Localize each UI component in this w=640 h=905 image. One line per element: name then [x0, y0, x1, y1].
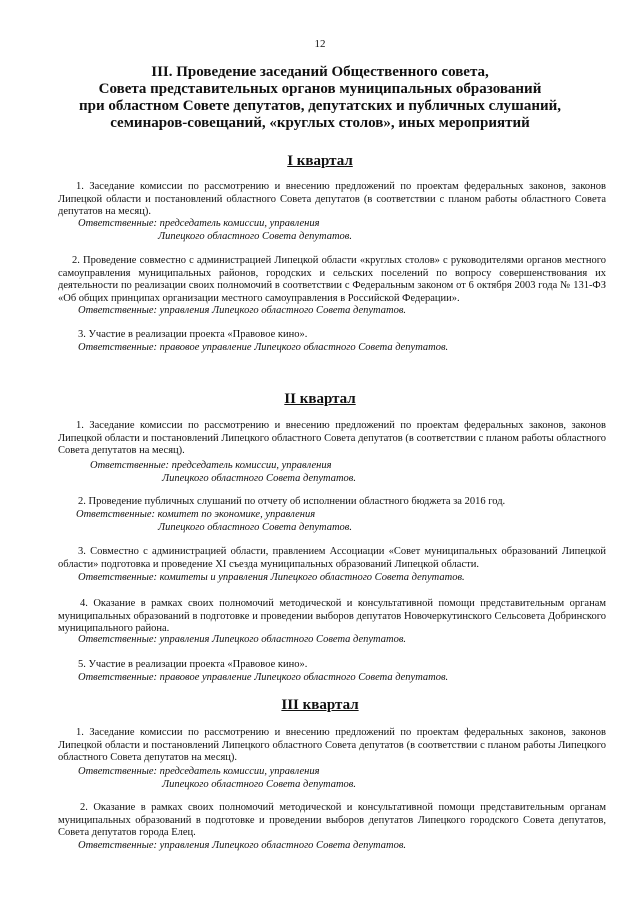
q1-item-1-text: 1. Заседание комиссии по рассмотрению и внесению предложений по проектам федеральных законов, законов Липецкой области и постановлений областного Совета депутатов (в соответствии с планом работы областного Совета депутатов на месяц).	[58, 181, 606, 218]
q2-item-4-text: 4. Оказание в рамках своих полномочий методической и консультативной помощи представительным органам муниципальных образований в подготовке и проведении выборов депутатов Новочеркутинского Сельсовета Добринского муниципального района.	[58, 598, 606, 635]
q1-item-2-text: 2. Проведение совместно с администрацией Липецкой области «круглых столов» с руководителями органов местного самоуправления муниципальных районов, городских и сельских поселений по вопросу совершенствования их деятельности по реализации своих полномочий в соответствии с Федеральным законом от 6 октября 2003 года № 131-ФЗ «Об общих принципах организации местного самоуправления в Российской Федерации».	[58, 255, 606, 304]
q2-item-2-responsible: Ответственные: комитет по экономике, управления	[76, 509, 316, 520]
quarter-3-heading: III квартал	[281, 697, 359, 713]
title-line-2: Совета представительных органов муниципальных образований	[98, 81, 542, 97]
quarter-2-heading: II квартал	[284, 391, 356, 407]
q2-item-2-text: 2. Проведение публичных слушаний по отчету об исполнении областного бюджета за 2016 год.	[78, 496, 506, 507]
q3-item-2-text: 2. Оказание в рамках своих полномочий методической и консультативной помощи представительным органам муниципальных образований в подготовке и проведении выборов депутатов Липецкого городского Совета депутатов, Совета депутатов города Елец.	[58, 802, 606, 839]
section-title	[60, 64, 580, 132]
q3-item-2-responsible: Ответственные: управления Липецкого областного Совета депутатов.	[78, 840, 407, 851]
q2-item-1-text: 1. Заседание комиссии по рассмотрению и внесению предложений по проектам федеральных законов, законов Липецкой области и постановлений Липецкого областного Совета депутатов (в соответствии с планом работы областного Совета депутатов на месяц).	[58, 420, 606, 457]
q1-item-1-responsible-cont: Липецкого областного Совета депутатов.	[158, 231, 352, 242]
q1-item-2-responsible: Ответственные: управления Липецкого областного Совета депутатов.	[78, 305, 407, 316]
q2-item-3-text: 3. Совместно с администрацией области, правлением Ассоциации «Совет муниципальных образований Липецкой области» подготовка и проведение XI съезда муниципальных образований Липецкой области.	[58, 546, 606, 570]
q1-item-3-text: 3. Участие в реализации проекта «Правовое кино».	[78, 329, 308, 340]
q2-item-5-responsible: Ответственные: правовое управление Липецкого областного Совета депутатов.	[78, 672, 449, 683]
q2-item-4-responsible: Ответственные: управления Липецкого областного Совета депутатов.	[78, 634, 407, 645]
q2-item-1-responsible-cont: Липецкого областного Совета депутатов.	[162, 473, 356, 484]
title-line-1: III. Проведение заседаний Общественного совета,	[151, 64, 489, 80]
title-line-4: семинаров-совещаний, «круглых столов», иных мероприятий	[110, 115, 530, 131]
q2-item-5-text: 5. Участие в реализации проекта «Правовое кино».	[78, 659, 308, 670]
q2-item-1-responsible: Ответственные: председатель комиссии, управления	[90, 460, 332, 471]
title-line-3: при областном Совете депутатов, депутатских и публичных слушаний,	[78, 98, 561, 114]
q2-item-2-responsible-cont: Липецкого областного Совета депутатов.	[158, 522, 352, 533]
q2-item-3-responsible: Ответственные: комитеты и управления Липецкого областного Совета депутатов.	[78, 572, 465, 583]
page-number: 12	[314, 38, 326, 50]
quarter-1-heading: I квартал	[287, 153, 353, 169]
q3-item-1-text: 1. Заседание комиссии по рассмотрению и внесению предложений по проектам федеральных законов, законов Липецкой области и постановлений Липецкого областного Совета депутатов (в соответствии с планом работы Липецкого областного Совета депутатов на месяц).	[58, 727, 606, 764]
q3-item-1-responsible-cont: Липецкого областного Совета депутатов.	[162, 779, 356, 790]
q1-item-3-responsible: Ответственные: правовое управление Липецкого областного Совета депутатов.	[78, 342, 449, 353]
q3-item-1-responsible: Ответственные: председатель комиссии, управления	[78, 766, 320, 777]
q1-item-1-responsible: Ответственные: председатель комиссии, управления	[78, 218, 320, 229]
